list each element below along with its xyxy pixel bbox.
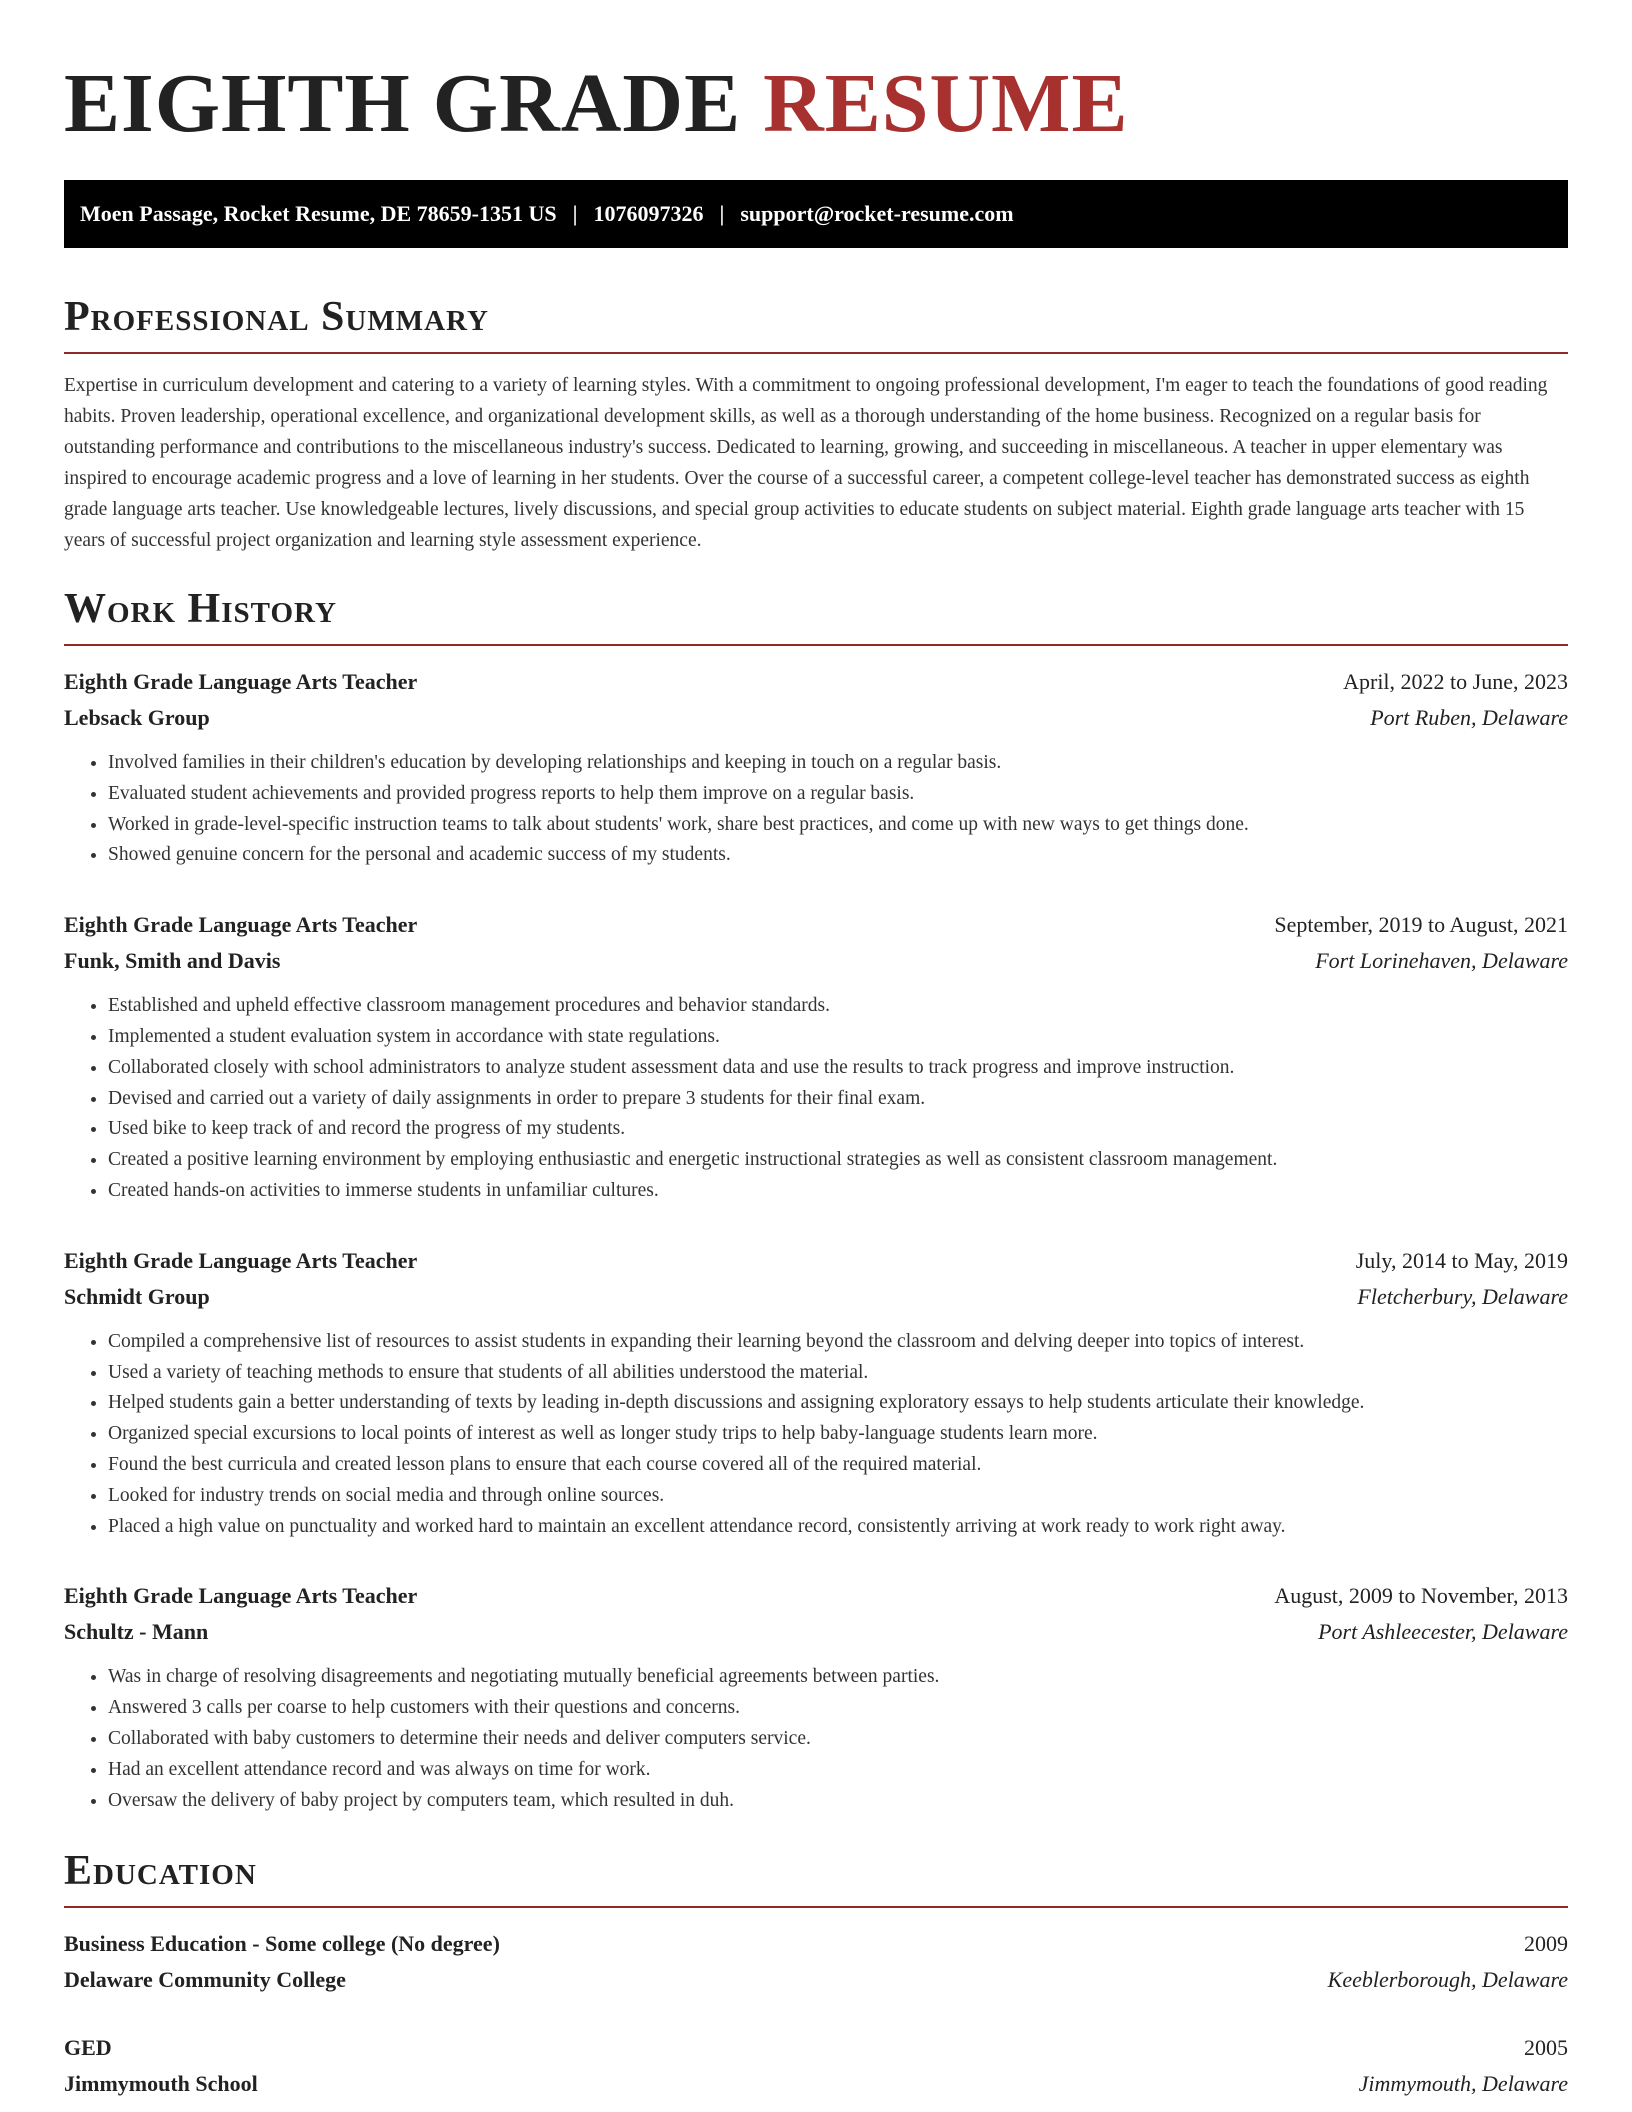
resume-page bbox=[64, 0, 1568, 2102]
contact-bar bbox=[64, 180, 1568, 248]
section-heading: Work History bbox=[64, 584, 1568, 646]
job-location: Port Ruben, Delaware bbox=[1370, 705, 1568, 730]
job-bullet-list bbox=[64, 1662, 1568, 1816]
job-dates: September, 2019 to August, 2021 bbox=[1274, 912, 1568, 938]
job-location: Fletcherbury, Delaware bbox=[1357, 1283, 1568, 1309]
job-entry bbox=[64, 1578, 1568, 1816]
section-heading: Professional Summary bbox=[64, 292, 1568, 354]
job-bullet: • Collaborated with baby customers to determine their needs and deliver computers service. bbox=[108, 1724, 1568, 1755]
job-bullet: • Implemented a student evaluation system in accordance with state regulations. bbox=[108, 1022, 1568, 1053]
education-degree: Business Education - Some college (No degree) bbox=[64, 1931, 500, 1957]
job-bullet: • Collaborated closely with school administrators to analyze student assessment data and use the results to track progress and improve instruction. bbox=[108, 1053, 1568, 1084]
contact-address: Moen Passage, Rocket Resume, DE 78659-1351 US bbox=[80, 201, 557, 226]
job-bullet: • Created hands-on activities to immerse students in unfamiliar cultures. bbox=[108, 1176, 1568, 1207]
job-entry bbox=[64, 1243, 1568, 1543]
contact-separator: | bbox=[572, 201, 578, 226]
section-heading: Education bbox=[64, 1846, 1568, 1908]
job-bullet-list bbox=[64, 748, 1568, 871]
job-bullet: • Established and upheld effective classroom management procedures and behavior standards. bbox=[108, 991, 1568, 1022]
contact-phone: 1076097326 bbox=[593, 201, 704, 226]
job-bullet: • Compiled a comprehensive list of resources to assist students in expanding their learning beyond the classroom and delving deeper into topics of interest. bbox=[108, 1327, 1568, 1358]
entry-row bbox=[64, 1279, 1568, 1315]
job-title: Eighth Grade Language Arts Teacher bbox=[64, 912, 418, 938]
entry-row bbox=[64, 1578, 1568, 1614]
job-bullet: • Found the best curricula and created lesson plans to ensure that each course covered all of the required material. bbox=[108, 1450, 1568, 1481]
title-primary: EIGHTH GRADE bbox=[64, 57, 742, 150]
job-entry bbox=[64, 907, 1568, 1207]
summary-text: Expertise in curriculum development and catering to a variety of learning styles. With a commitment to ongoing professional development, I'm eager to teach the foundations of good reading habits. Proven leadership, operational excellence, and organizational development skills, as well as a thorough understanding of the home business. Recognized on a regular basis for outstanding performance and contributions to the miscellaneous industry's success. Dedicated to learning, growing, and succeeding in miscellaneous. A teacher in upper elementary was inspired to encourage academic progress and a love of learning in her students. Over the course of a successful career, a competent college-level teacher has demonstrated success as eighth grade language arts teacher. Use knowledgeable lectures, lively discussions, and special group activities to educate students on subject material. Eighth grade language arts teacher with 15 years of successful project organization and learning style assessment experience. bbox=[64, 375, 1548, 551]
job-bullet: • Was in charge of resolving disagreements and negotiating mutually beneficial agreements between parties. bbox=[108, 1662, 1568, 1693]
entry-row bbox=[64, 1962, 1568, 1998]
job-bullet: • Devised and carried out a variety of daily assignments in order to prepare 3 students for their final exam. bbox=[108, 1084, 1568, 1115]
job-bullet: • Used bike to keep track of and record the progress of my students. bbox=[108, 1114, 1568, 1145]
entry-row bbox=[64, 1614, 1568, 1650]
education-list bbox=[64, 1926, 1568, 2102]
entry-row bbox=[64, 943, 1568, 979]
entry-row bbox=[64, 2030, 1568, 2066]
job-bullet-list bbox=[64, 991, 1568, 1207]
job-bullet: • Evaluated student achievements and provided progress reports to help them improve on a regular basis. bbox=[108, 779, 1568, 810]
education-entry bbox=[64, 2030, 1568, 2102]
education-year: 2009 bbox=[1524, 1931, 1568, 1957]
education-degree: GED bbox=[64, 2035, 112, 2061]
job-bullet: • Looked for industry trends on social media and through online sources. bbox=[108, 1481, 1568, 1512]
job-dates: July, 2014 to May, 2019 bbox=[1355, 1247, 1568, 1273]
job-bullet: • Worked in grade-level-specific instruction teams to talk about students' work, share best practices, and come up with new ways to get things done. bbox=[108, 810, 1568, 841]
job-title: Eighth Grade Language Arts Teacher bbox=[64, 1247, 418, 1273]
education-location: Jimmymouth, Delaware bbox=[1358, 2071, 1568, 2097]
entry-row bbox=[64, 1926, 1568, 1962]
job-bullet: • Helped students gain a better understanding of texts by leading in-depth discussions and assigning exploratory essays to help students articulate their knowledge. bbox=[108, 1388, 1568, 1419]
job-company: Schmidt Group bbox=[64, 1283, 210, 1309]
job-location: Fort Lorinehaven, Delaware bbox=[1315, 948, 1568, 974]
job-company: Funk, Smith and Davis bbox=[64, 948, 281, 974]
job-location: Port Ashleecester, Delaware bbox=[1318, 1619, 1568, 1645]
job-company: Schultz - Mann bbox=[64, 1619, 209, 1645]
job-title: Eighth Grade Language Arts Teacher bbox=[64, 1583, 418, 1609]
job-entry bbox=[64, 664, 1568, 871]
resume-title bbox=[64, 56, 1568, 152]
job-bullet: • Oversaw the delivery of baby project by computers team, which resulted in duh. bbox=[108, 1786, 1568, 1817]
entry-row bbox=[64, 2066, 1568, 2102]
job-bullet: • Answered 3 calls per coarse to help customers with their questions and concerns. bbox=[108, 1693, 1568, 1724]
summary-section bbox=[64, 292, 1568, 556]
job-list bbox=[64, 664, 1568, 1816]
job-bullet: • Involved families in their children's education by developing relationships and keeping in touch on a regular basis. bbox=[108, 748, 1568, 779]
contact-separator: | bbox=[719, 201, 725, 226]
education-school: Jimmymouth School bbox=[64, 2071, 258, 2097]
job-bullet: • Used a variety of teaching methods to ensure that students of all abilities understood the material. bbox=[108, 1358, 1568, 1389]
education-year: 2005 bbox=[1524, 2035, 1568, 2061]
education-entry bbox=[64, 1926, 1568, 1998]
education-school: Delaware Community College bbox=[64, 1967, 346, 1993]
job-bullet: • Showed genuine concern for the personal and academic success of my students. bbox=[108, 840, 1568, 871]
job-bullet: • Created a positive learning environment by employing enthusiastic and energetic instructional strategies as well as consistent classroom management. bbox=[108, 1145, 1568, 1176]
education-location: Keeblerborough, Delaware bbox=[1327, 1967, 1568, 1993]
job-bullet: • Organized special excursions to local points of interest as well as longer study trips to help baby-language students learn more. bbox=[108, 1419, 1568, 1450]
entry-row bbox=[64, 700, 1568, 736]
entry-row bbox=[64, 1243, 1568, 1279]
work-history-section bbox=[64, 584, 1568, 1816]
job-bullet: • Had an excellent attendance record and was always on time for work. bbox=[108, 1755, 1568, 1786]
job-company: Lebsack Group bbox=[64, 705, 210, 730]
job-dates: April, 2022 to June, 2023 bbox=[1343, 669, 1568, 694]
job-title: Eighth Grade Language Arts Teacher bbox=[64, 669, 418, 694]
entry-row bbox=[64, 907, 1568, 943]
job-bullet-list bbox=[64, 1327, 1568, 1543]
job-dates: August, 2009 to November, 2013 bbox=[1274, 1583, 1568, 1609]
education-section bbox=[64, 1846, 1568, 2102]
entry-row bbox=[64, 664, 1568, 700]
title-accent: RESUME bbox=[763, 57, 1129, 150]
job-bullet: • Placed a high value on punctuality and worked hard to maintain an excellent attendance record, consistently arriving at work ready to work right away. bbox=[108, 1512, 1568, 1543]
contact-email: support@rocket-resume.com bbox=[740, 201, 1014, 226]
